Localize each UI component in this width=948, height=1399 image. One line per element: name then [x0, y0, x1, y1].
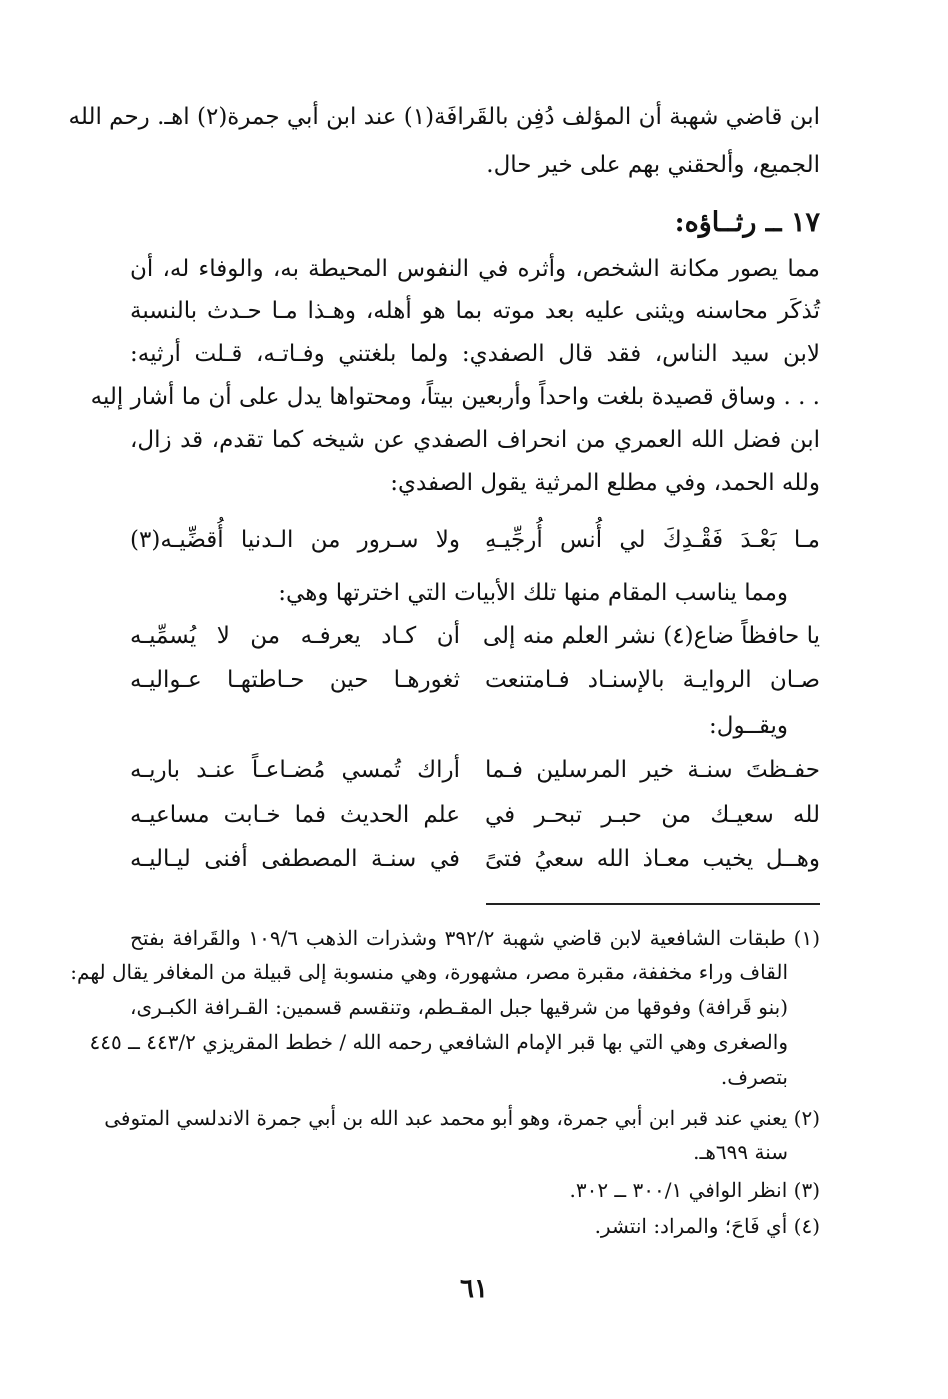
verse-second-hemistich: علم الحديث فما خـابت مساعيـه	[130, 802, 460, 828]
verse-first-hemistich: وهــل يخيب معـاذ الله سعيُ فتىً	[485, 846, 820, 872]
verse-row	[130, 618, 820, 658]
footnote-4: (٤) أي فَاحَ؛ والمراد: انتشر.	[594, 1214, 820, 1238]
footnote-1-line-4: والصغرى وهي التي بها قبر الإمام الشافعي رحمه الله / خطط المقريزي ٤٤٣/٢ ــ ٤٤٥	[89, 1030, 788, 1054]
verse-row	[130, 841, 820, 881]
footnote-1-line-2: القاف وراء مخففة، مقبرة مصر، مشهورة، وهي منسوبة إلى قبيلة من المغافر يقال لهم:	[70, 960, 788, 984]
verse-first-hemistich: صـان الروايـة بالإسنـاد فـامتنعت	[485, 667, 820, 693]
footnote-1-line-3: (بنو قَرافة) وفوقها من شرقيها جبل المقـطم، وتنقسم قسمين: القـرافة الكبـرى،	[130, 995, 788, 1019]
says-line: ويقــول:	[709, 713, 788, 739]
transition-line: ومما يناسب المقام منها تلك الأبيات التي اخترتها وهي:	[278, 580, 788, 606]
verse-row	[130, 662, 820, 702]
verse-first-hemistich: يا حافظاً ضاع(٤) نشر العلم منه إلى	[482, 623, 820, 649]
footnote-2-line-1: (٢) يعني عند قبر ابن أبي جمرة، وهو أبو محمد عبد الله بن أبي جمرة الاندلسي المتوفى	[104, 1106, 820, 1130]
section-line-6: ولله الحمد، وفي مطلع المرثية يقول الصفدي:	[390, 470, 820, 496]
footnote-separator	[486, 903, 820, 905]
verse-second-hemistich: أراك تُمسي مُضـاعـاً عنـد باريـه	[130, 757, 460, 783]
footnote-1-line-1: (١) طبقات الشافعية لابن قاضي شهبة ٣٩٢/٢ وشذرات الذهب ١٠٩/٦ والقَرافة بفتح	[130, 926, 820, 950]
page-number: ٦١	[460, 1274, 488, 1304]
section-line-5: ابن فضل الله العمري من انحراف الصفدي عن شيخه كما تقدم، قد زال،	[130, 427, 820, 453]
opening-verse-second-hemistich: ولا سـرور من الـدنيا أُقضِّيـه(٣)	[130, 527, 460, 553]
verse-row	[130, 797, 820, 837]
verse-second-hemistich: في سنـة المصطفى أفنى ليـاليـه	[130, 846, 460, 872]
section-line-3: لابن سيد الناس، فقد قال الصفدي: ولما بلغتني وفـاتـه، قـلت أرثيه:	[130, 341, 820, 367]
intro-line-2: الجميع، وألحقني بهم على خير حال.	[486, 152, 820, 178]
section-heading: ١٧ ــ رثــاؤه:	[674, 207, 820, 238]
verse-second-hemistich: أن كـاد يعرفـه من لا يُسمِّيـه	[130, 623, 460, 649]
section-line-4: . . . وساق قصيدة بلغت واحداً وأربعين بيتاً، ومحتواها يدل على أن ما أشار إليه	[90, 384, 820, 410]
verse-row	[130, 752, 820, 792]
opening-verse-first-hemistich: مـا بَعْـدَ فَقْـدِكَ لي أُنس أُرجِّيـهِ	[485, 527, 820, 553]
opening-verse	[130, 522, 820, 562]
verse-first-hemistich: لله سعيـك من حبـر تبحـر في	[485, 802, 820, 828]
footnote-3: (٣) انظر الوافي ٣٠٠/١ ــ ٣٠٢.	[569, 1178, 820, 1202]
section-line-1: مما يصور مكانة الشخص، وأثره في النفوس المحيطة به، والوفاء له، أن	[130, 256, 820, 282]
footnote-2-line-2: سنة ٦٩٩هـ.	[693, 1140, 788, 1164]
verse-first-hemistich: حفـظتَ سنـة خير المرسلين فـما	[485, 757, 820, 783]
intro-line-1: ابن قاضي شهبة أن المؤلف دُفِن بالقَرافَة(١) عند ابن أبي جمرة(٢) اهـ. رحم الله	[68, 104, 820, 130]
verse-second-hemistich: ثغورهـا حين حـاطتهـا عـواليـه	[130, 667, 460, 693]
footnote-1-line-5: بتصرف.	[720, 1065, 788, 1089]
section-line-2: تُذكَر محاسنه ويثنى عليه بعد موته بما هو أهله، وهـذا مـا حـدث بالنسبة	[130, 298, 820, 324]
